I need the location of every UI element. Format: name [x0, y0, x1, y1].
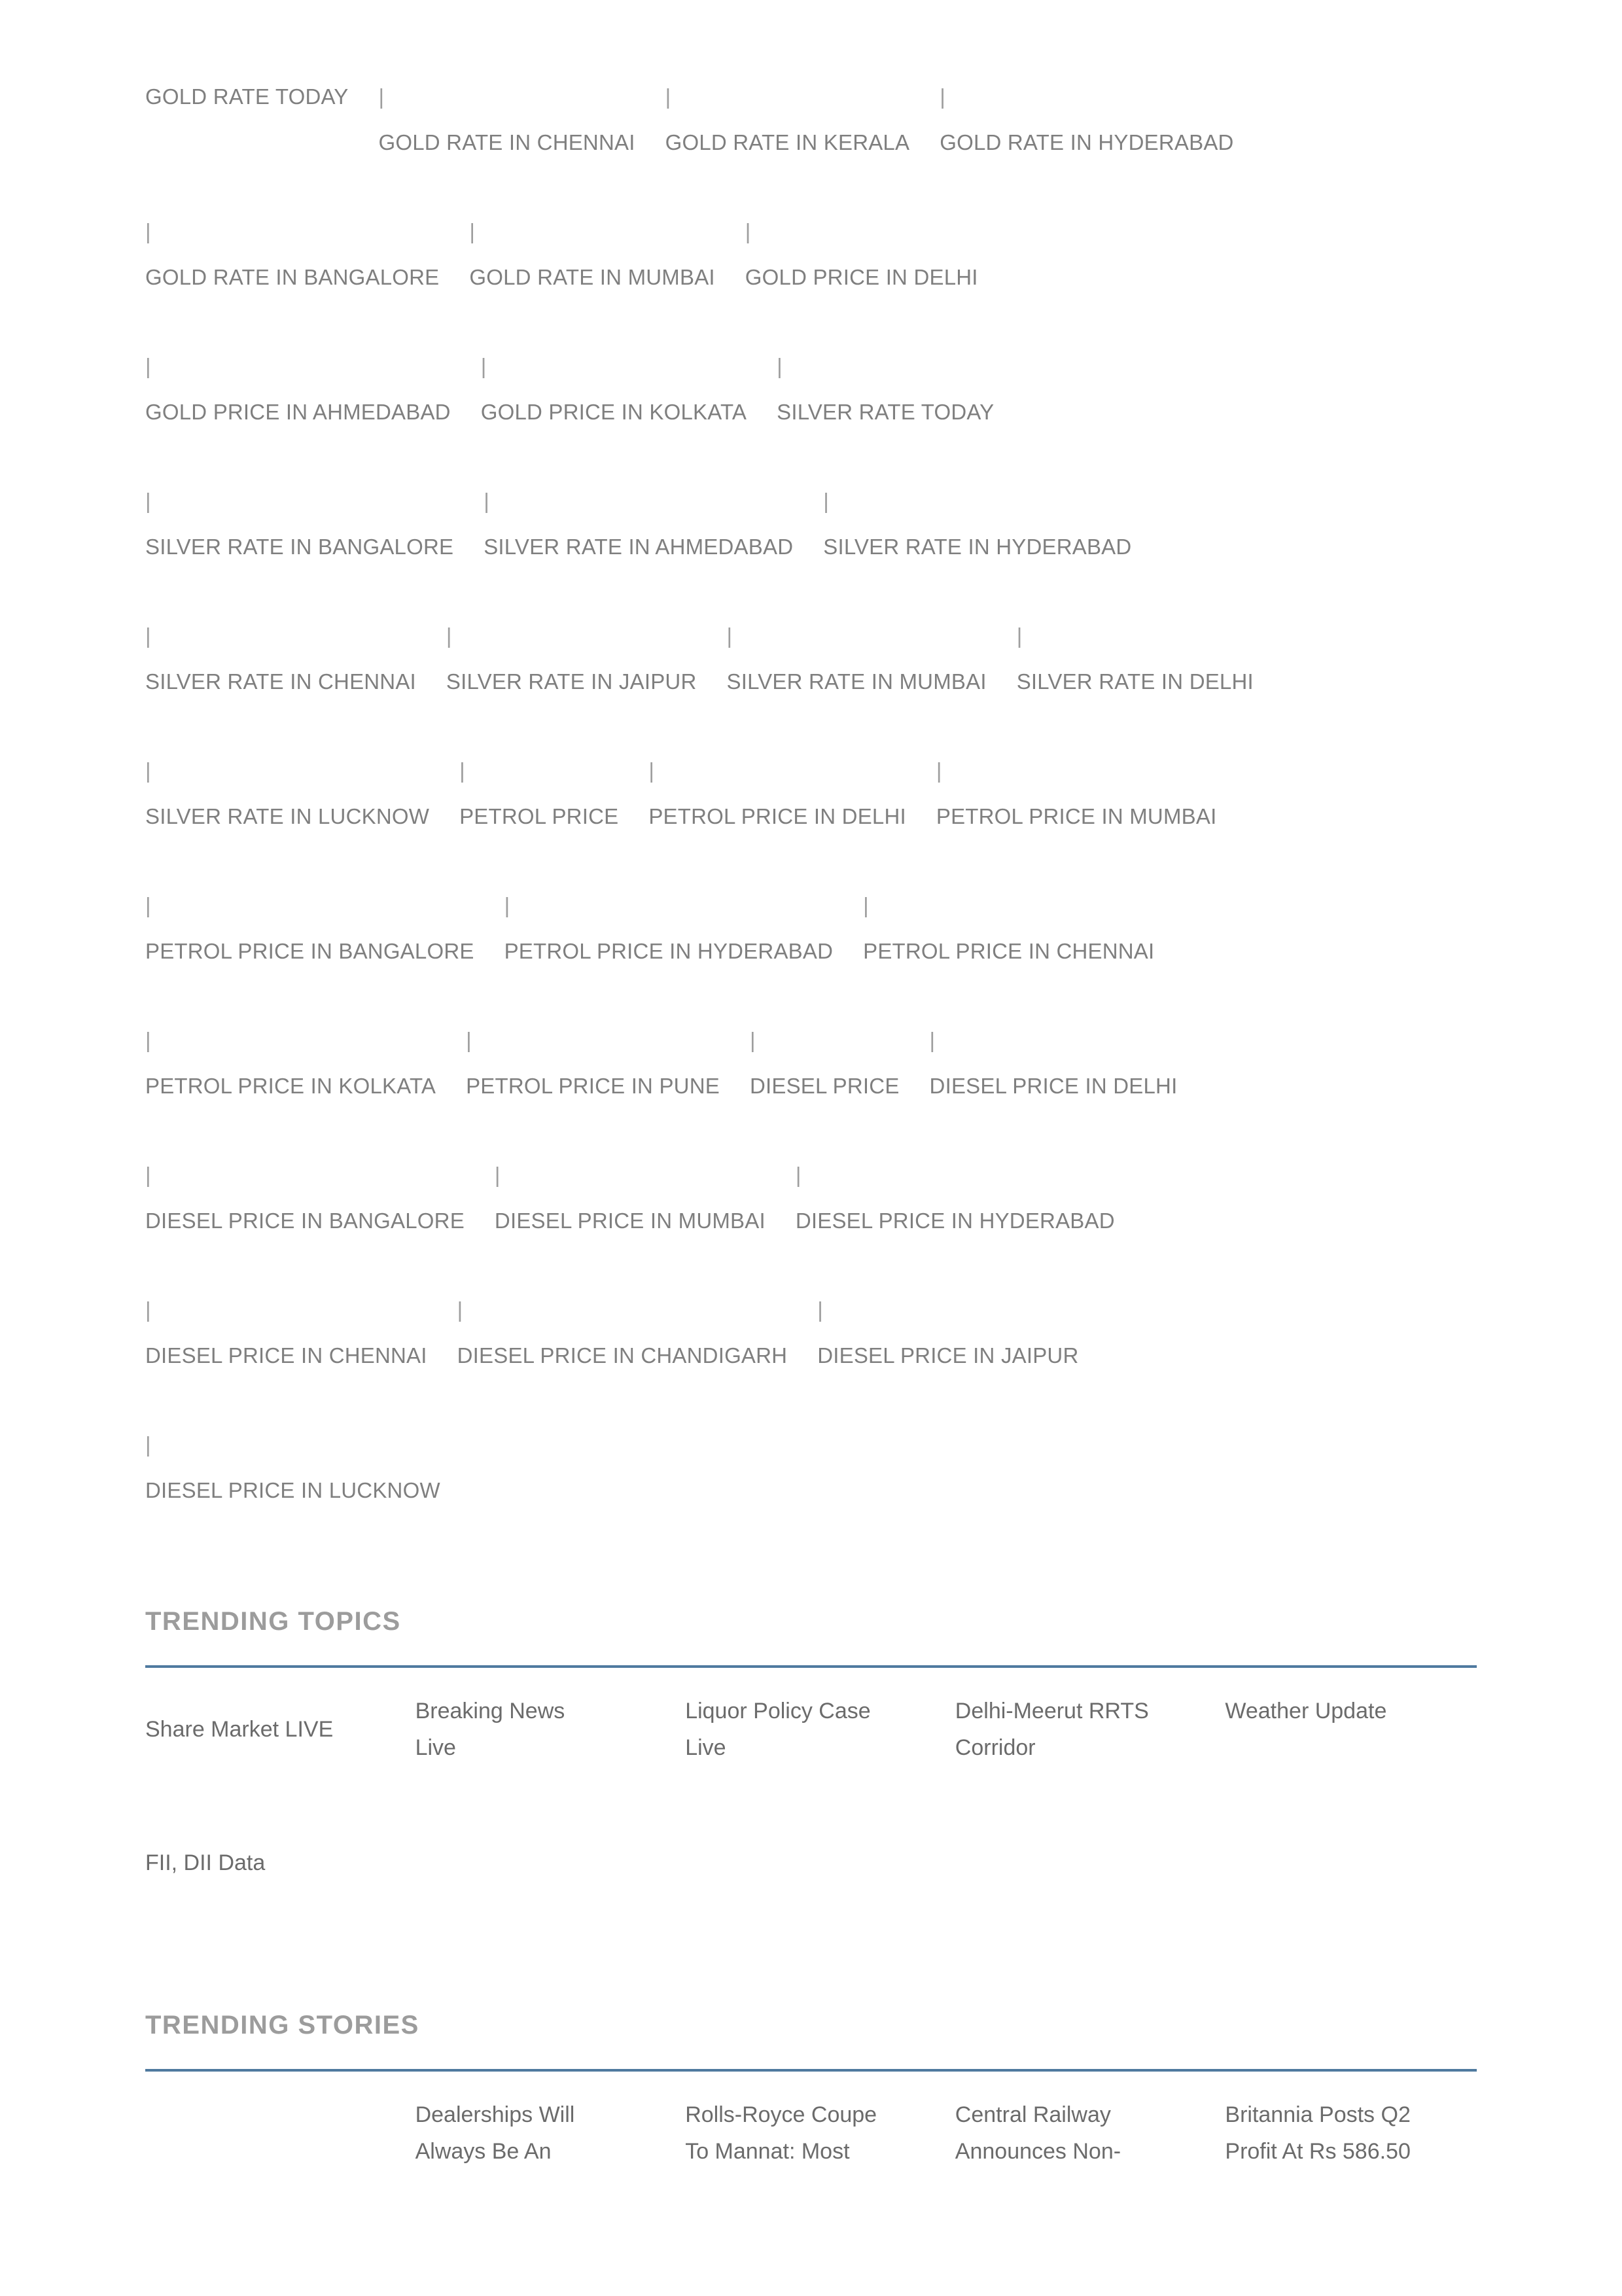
- rate-link-unit: [750, 1017, 900, 1109]
- rate-link-bottom-line: [1017, 659, 1254, 705]
- page-content: [145, 0, 1477, 2170]
- rate-link[interactable]: DIESEL PRICE IN CHANDIGARH: [457, 1343, 788, 1368]
- rate-link[interactable]: DIESEL PRICE IN JAIPUR: [817, 1343, 1079, 1368]
- pipe-separator: |: [863, 893, 869, 917]
- rate-link-top-line: [504, 883, 834, 928]
- rate-link-unit: [466, 1017, 720, 1109]
- rate-link[interactable]: DIESEL PRICE IN CHENNAI: [145, 1343, 427, 1368]
- rate-link-unit: [796, 1152, 1115, 1244]
- story-link[interactable]: Announces Non-: [955, 2139, 1121, 2164]
- rate-link-top-line: [484, 478, 793, 524]
- rate-link-unit: [145, 1422, 440, 1513]
- rate-link[interactable]: DIESEL PRICE IN LUCKNOW: [145, 1478, 440, 1502]
- story-link-line: [685, 2096, 937, 2133]
- rate-link-row: [145, 748, 1477, 839]
- rate-link-bottom-line: [817, 1333, 1078, 1379]
- rate-link-top-line: [863, 883, 1154, 928]
- rate-link[interactable]: GOLD PRICE IN KOLKATA: [480, 400, 747, 424]
- rate-link-bottom-line: [446, 659, 697, 705]
- story-placeholder: [145, 2096, 397, 2170]
- topic-link-line: [685, 1729, 937, 1766]
- pipe-separator: |: [929, 1028, 936, 1052]
- rate-link-bottom-line: [145, 928, 474, 974]
- pipe-separator: |: [145, 219, 151, 243]
- pipe-separator: |: [145, 893, 151, 917]
- rate-link-row: [145, 1422, 1477, 1513]
- topic-link[interactable]: FII, DII Data: [145, 1850, 266, 1875]
- rate-link[interactable]: SILVER RATE IN AHMEDABAD: [484, 535, 794, 559]
- pipe-separator: |: [378, 84, 385, 109]
- rate-link-top-line: [469, 209, 714, 255]
- rate-link-unit: [936, 748, 1217, 839]
- rate-link-row: [145, 1152, 1477, 1244]
- story-link[interactable]: Dealerships Will: [415, 2102, 575, 2127]
- rate-link-unit: [1017, 613, 1254, 705]
- rate-link-top-line: [145, 1287, 427, 1333]
- rate-link-unit: [940, 74, 1233, 166]
- story-link[interactable]: Always Be An: [415, 2139, 552, 2164]
- rate-link-unit: [726, 613, 986, 705]
- topic-link-line: [145, 1711, 397, 1748]
- trending-stories-section: [145, 2009, 1477, 2170]
- pipe-separator: |: [777, 354, 783, 378]
- rate-link-unit: [145, 209, 439, 300]
- rate-link-top-line: [930, 1017, 1178, 1063]
- pipe-separator: |: [817, 1298, 823, 1322]
- rate-link-bottom-line: [145, 389, 451, 435]
- topic-link[interactable]: Live: [415, 1735, 456, 1760]
- story-link-line: [415, 2096, 667, 2133]
- rate-link-top-line: [378, 74, 635, 120]
- rate-link-bottom-line: [726, 659, 986, 705]
- rate-link-bottom-line: [930, 1063, 1178, 1109]
- story-link[interactable]: Profit At Rs 586.50: [1225, 2139, 1411, 2164]
- rate-link-top-line: [145, 209, 439, 255]
- topic-link-line: [145, 1845, 397, 1881]
- pipe-separator: |: [1016, 624, 1023, 648]
- pipe-separator: |: [665, 84, 671, 109]
- rate-link-top-line: [466, 1017, 720, 1063]
- story-link-line: [685, 2133, 937, 2170]
- rate-link-unit: [745, 209, 978, 300]
- rate-link-unit: [145, 1287, 427, 1379]
- pipe-separator: |: [823, 489, 829, 513]
- story-link-cell: [1225, 2096, 1477, 2170]
- rate-link-top-line: [145, 1152, 465, 1198]
- pipe-separator: |: [726, 624, 733, 648]
- trending-topics-section: [145, 1605, 1477, 1881]
- topic-link[interactable]: Share Market LIVE: [145, 1717, 334, 1742]
- rate-link-top-line: [665, 74, 910, 120]
- topic-link[interactable]: Live: [685, 1735, 726, 1760]
- rate-link[interactable]: DIESEL PRICE: [749, 1074, 900, 1098]
- trending-topics-grid: [145, 1693, 1477, 1881]
- rate-link[interactable]: DIESEL PRICE IN BANGALORE: [145, 1209, 465, 1233]
- rate-link[interactable]: GOLD RATE IN KERALA: [665, 130, 910, 154]
- rate-link-unit: [145, 1152, 465, 1244]
- rate-link-top-line: [145, 748, 429, 794]
- pipe-separator: |: [940, 84, 945, 109]
- rate-link-top-line: [940, 74, 1233, 120]
- rate-link-unit: [863, 883, 1154, 974]
- topic-link-line: [415, 1729, 667, 1766]
- rate-link-top-line: [145, 344, 451, 389]
- rate-link-row: [145, 344, 1477, 435]
- rate-link[interactable]: PETROL PRICE IN CHENNAI: [863, 939, 1155, 963]
- topic-link[interactable]: Breaking News: [415, 1699, 565, 1723]
- rate-link-unit: [665, 74, 910, 166]
- rate-link[interactable]: GOLD RATE IN HYDERABAD: [940, 130, 1234, 154]
- rate-link-top-line: [481, 344, 747, 389]
- trending-topics-divider: [145, 1665, 1477, 1668]
- rate-link-top-line: [777, 344, 994, 389]
- rate-link-bottom-line: [145, 255, 439, 300]
- story-link[interactable]: Britannia Posts Q2: [1225, 2102, 1411, 2127]
- story-link[interactable]: Central Railway: [955, 2102, 1111, 2127]
- rate-link-bottom-line: [466, 1063, 720, 1109]
- rate-link-top-line: [145, 1422, 440, 1468]
- pipe-separator: |: [936, 758, 942, 783]
- rate-link-row: [145, 209, 1477, 300]
- rate-link-unit: [457, 1287, 788, 1379]
- rate-link-bottom-line: [940, 120, 1233, 166]
- trending-stories-title: TRENDING STORIES: [145, 2011, 419, 2040]
- pipe-separator: |: [749, 1028, 756, 1052]
- rate-link-bottom-line: [863, 928, 1154, 974]
- rate-link[interactable]: DIESEL PRICE IN DELHI: [929, 1074, 1178, 1098]
- rate-link-bottom-line: [481, 389, 747, 435]
- rate-link[interactable]: DIESEL PRICE IN MUMBAI: [494, 1209, 766, 1233]
- rate-link-unit: [823, 478, 1131, 570]
- topic-link-cell: [955, 1693, 1207, 1766]
- rate-link-bottom-line: [484, 524, 793, 570]
- story-link-line: [1225, 2096, 1477, 2133]
- story-link-cell: [415, 2096, 667, 2170]
- rate-link-bottom-line: [469, 255, 714, 300]
- trending-stories-grid: [145, 2096, 1477, 2170]
- rate-link-row: [145, 1287, 1477, 1379]
- topic-link-cell: [415, 1693, 667, 1766]
- rate-link-bottom-line: [378, 120, 635, 166]
- topic-link-line: [415, 1693, 667, 1729]
- story-link-line: [415, 2133, 667, 2170]
- story-link-line: [1225, 2133, 1477, 2170]
- pipe-separator: |: [484, 489, 489, 513]
- rate-link-top-line: [145, 478, 453, 524]
- rate-link-bottom-line: [777, 389, 994, 435]
- rate-link-unit: [145, 613, 416, 705]
- rate-link-top-line: [796, 1152, 1115, 1198]
- rate-link-bottom-line: [665, 120, 910, 166]
- pipe-separator: |: [504, 893, 510, 917]
- topic-link-cell: [145, 1845, 397, 1881]
- rate-link-unit: [504, 883, 834, 974]
- rate-link-row: [145, 478, 1477, 570]
- rate-link-top-line: [726, 613, 986, 659]
- rate-link-unit: [648, 748, 906, 839]
- rate-link[interactable]: SILVER RATE IN LUCKNOW: [145, 804, 430, 828]
- rate-link-bottom-line: [457, 1333, 788, 1379]
- rate-link[interactable]: SILVER RATE TODAY: [777, 400, 995, 424]
- story-link-line: [955, 2133, 1207, 2170]
- rate-link[interactable]: SILVER RATE IN CHENNAI: [145, 669, 416, 694]
- rate-link-bottom-line: [145, 524, 453, 570]
- rate-link[interactable]: GOLD PRICE IN DELHI: [745, 265, 978, 289]
- pipe-separator: |: [145, 1028, 151, 1052]
- rate-link-unit: [930, 1017, 1178, 1109]
- rate-link-bottom-line: [459, 794, 618, 839]
- rate-link-unit: [145, 883, 474, 974]
- rate-link[interactable]: SILVER RATE IN MUMBAI: [726, 669, 987, 694]
- pipe-separator: |: [469, 219, 475, 243]
- rate-link[interactable]: GOLD RATE IN MUMBAI: [469, 265, 715, 289]
- topic-link[interactable]: Weather Update: [1225, 1699, 1387, 1723]
- rate-link[interactable]: DIESEL PRICE IN HYDERABAD: [795, 1209, 1115, 1233]
- rate-link-bottom-line: [648, 794, 906, 839]
- rate-link-unit: [145, 1017, 436, 1109]
- rate-link-bottom-line: [145, 1198, 465, 1244]
- rate-link[interactable]: PETROL PRICE IN HYDERABAD: [504, 939, 834, 963]
- topic-link-line: [955, 1693, 1207, 1729]
- rate-link-top-line: [817, 1287, 1078, 1333]
- rate-link-top-line: [457, 1287, 788, 1333]
- rate-link-top-line: [936, 748, 1217, 794]
- rate-link-bottom-line: [823, 524, 1131, 570]
- pipe-separator: |: [145, 1432, 151, 1457]
- pipe-separator: |: [446, 624, 452, 648]
- rate-link-top-line: [823, 478, 1131, 524]
- rate-link[interactable]: SILVER RATE IN JAIPUR: [446, 669, 697, 694]
- rate-link-unit: [145, 74, 348, 166]
- rate-link[interactable]: PETROL PRICE IN PUNE: [466, 1074, 720, 1098]
- rate-link-bottom-line: [936, 794, 1217, 839]
- rate-link-row: [145, 1017, 1477, 1109]
- rate-link-bottom-line: [145, 120, 348, 166]
- rate-link[interactable]: PETROL PRICE IN KOLKATA: [145, 1074, 436, 1098]
- pipe-separator: |: [145, 1163, 151, 1187]
- topic-link-cell: [685, 1693, 937, 1766]
- rate-link-top-line: [1017, 613, 1254, 659]
- rate-link-bottom-line: [750, 1063, 900, 1109]
- rate-link-bottom-line: [495, 1198, 766, 1244]
- rate-link-top-line: [145, 613, 416, 659]
- rate-link[interactable]: GOLD RATE IN BANGALORE: [145, 265, 440, 289]
- topic-link[interactable]: Delhi-Meerut RRTS: [955, 1699, 1149, 1723]
- rate-link-bottom-line: [504, 928, 834, 974]
- rate-link[interactable]: GOLD PRICE IN AHMEDABAD: [145, 400, 451, 424]
- rate-link[interactable]: SILVER RATE IN DELHI: [1016, 669, 1254, 694]
- rate-link-unit: [145, 478, 453, 570]
- rate-link-top-line: [145, 1017, 436, 1063]
- story-link[interactable]: To Mannat: Most: [685, 2139, 850, 2164]
- rate-link-top-line: [459, 748, 618, 794]
- rate-link[interactable]: GOLD RATE IN CHENNAI: [378, 130, 635, 154]
- rate-link-row: [145, 613, 1477, 705]
- rate-link-unit: [484, 478, 793, 570]
- pipe-separator: |: [494, 1163, 501, 1187]
- topic-link[interactable]: Liquor Policy Case: [685, 1699, 871, 1723]
- rate-link-top-line: [145, 74, 348, 120]
- topic-link-line: [685, 1693, 937, 1729]
- pipe-separator: |: [648, 758, 654, 783]
- rate-link-unit: [145, 748, 429, 839]
- pipe-separator: |: [145, 758, 151, 783]
- trending-stories-divider: [145, 2069, 1477, 2072]
- pipe-separator: |: [745, 219, 751, 243]
- topic-link[interactable]: Corridor: [955, 1735, 1036, 1760]
- rate-link-unit: [446, 613, 697, 705]
- rate-link-unit: [459, 748, 618, 839]
- pipe-separator: |: [457, 1298, 463, 1322]
- rate-link-top-line: [446, 613, 697, 659]
- rate-link[interactable]: SILVER RATE IN HYDERABAD: [823, 535, 1132, 559]
- pipe-separator: |: [466, 1028, 472, 1052]
- pipe-separator: |: [145, 489, 151, 513]
- topic-link-line: [955, 1729, 1207, 1766]
- rate-link-bottom-line: [145, 659, 416, 705]
- rate-link-unit: [817, 1287, 1078, 1379]
- rate-link-unit: [145, 344, 451, 435]
- rate-link[interactable]: PETROL PRICE IN MUMBAI: [936, 804, 1217, 828]
- rate-link-top-line: [495, 1152, 766, 1198]
- pipe-separator: |: [480, 354, 487, 378]
- story-link-cell: [955, 2096, 1207, 2170]
- rate-link-unit: [777, 344, 994, 435]
- trending-topics-title: TRENDING TOPICS: [145, 1607, 401, 1636]
- rate-link[interactable]: GOLD RATE TODAY: [145, 84, 349, 109]
- rate-link[interactable]: PETROL PRICE: [459, 804, 619, 828]
- rate-link-bottom-line: [745, 255, 978, 300]
- rate-link-row: [145, 74, 1477, 166]
- rate-link[interactable]: PETROL PRICE IN BANGALORE: [145, 939, 474, 963]
- rate-link-unit: [481, 344, 747, 435]
- rate-link-unit: [495, 1152, 766, 1244]
- rate-link-bottom-line: [145, 1063, 436, 1109]
- rate-link-top-line: [745, 209, 978, 255]
- pipe-separator: |: [145, 354, 151, 378]
- rate-link-unit: [469, 209, 714, 300]
- pipe-separator: |: [795, 1163, 802, 1187]
- rate-link-bottom-line: [145, 1468, 440, 1513]
- rate-link-top-line: [750, 1017, 900, 1063]
- rate-link-unit: [378, 74, 635, 166]
- rate-link[interactable]: PETROL PRICE IN DELHI: [648, 804, 906, 828]
- pipe-separator: |: [145, 624, 151, 648]
- topic-link-cell: [145, 1693, 397, 1766]
- story-link-line: [955, 2096, 1207, 2133]
- rate-link-bottom-line: [796, 1198, 1115, 1244]
- rate-link-bottom-line: [145, 1333, 427, 1379]
- story-link[interactable]: Rolls-Royce Coupe: [685, 2102, 877, 2127]
- pipe-separator: |: [145, 1298, 151, 1322]
- rate-link-bottom-line: [145, 794, 429, 839]
- story-link-cell: [685, 2096, 937, 2170]
- topic-link-line: [1225, 1693, 1477, 1729]
- fuel-and-metal-rate-links-section: [145, 74, 1477, 1513]
- topic-link-cell: [1225, 1693, 1477, 1766]
- rate-link-top-line: [145, 883, 474, 928]
- rate-link-row: [145, 883, 1477, 974]
- pipe-separator: |: [459, 758, 465, 783]
- rate-link[interactable]: SILVER RATE IN BANGALORE: [145, 535, 454, 559]
- rate-link-top-line: [648, 748, 906, 794]
